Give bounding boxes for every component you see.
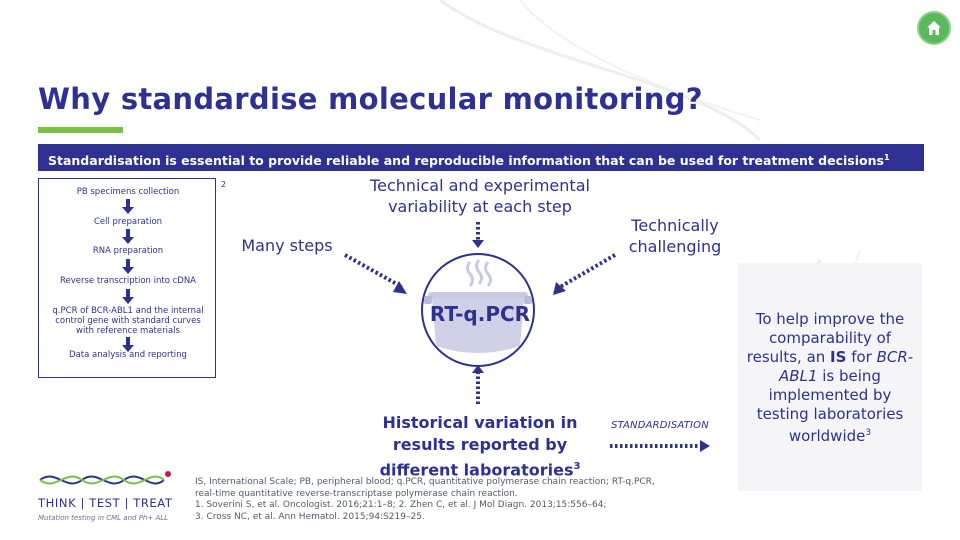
footnote-line: IS, International Scale; PB, peripheral blood; q.PCR, quantitative polymerase chain reaction; RT-q.PCR,	[195, 477, 655, 487]
step-cell-preparation: Cell preparation	[93, 217, 163, 227]
step-reverse-transcription: Reverse transcription into cDNA	[59, 276, 196, 286]
step-arrow-icon	[122, 289, 134, 305]
step-arrow-icon	[122, 259, 134, 275]
many-steps-text: Many steps	[241, 236, 333, 255]
step-arrow-icon	[122, 199, 134, 215]
arrow-from-top	[472, 222, 484, 248]
side-text-part1: To help improve the comparability of results, an	[746, 310, 905, 366]
key-message-banner	[38, 144, 924, 171]
workflow-steps-box	[38, 178, 216, 378]
rtqpcr-label: RT-q.PCR	[429, 302, 531, 326]
title-underline	[38, 127, 123, 133]
side-text-is: IS	[830, 348, 847, 366]
historical-line-2: results reported by	[392, 435, 568, 454]
historical-line-1: Historical variation in	[382, 413, 578, 432]
standardisation-arrow	[610, 440, 710, 452]
side-text-part3: is being implemented by testing laboratories worldwide	[756, 367, 904, 445]
footnote-line: 3. Cross NC, et al. Ann Hematol. 2015;94:S219–25.	[195, 511, 425, 522]
historical-line-3: different laboratories	[379, 460, 574, 480]
arrow-from-left	[345, 255, 407, 294]
page-title: Why standardise molecular monitoring?	[38, 82, 703, 116]
step-qpcr: q.PCR of BCR-ABL1 and the internal control gene with standard curves with reference materials	[52, 306, 204, 336]
home-button[interactable]	[917, 11, 951, 45]
technically-challenging-text: Technically challenging	[628, 216, 722, 256]
footnotes	[195, 477, 735, 523]
step-data-analysis: Data analysis and reporting	[69, 350, 187, 360]
logo-subtitle: Mutation testing in CML and Ph+ ALL	[38, 514, 169, 522]
footnote-line: 1. Soverini S, et al. Oncologist. 2016;21:1–8; 2. Zhen C, et al. J Mol Diagn. 2013;15:556–64;	[195, 500, 607, 510]
standardisation-label: STANDARDISATION	[611, 420, 709, 431]
banner-text: Standardisation is essential to provide reliable and reproducible information that can be used for treatment decisions	[48, 153, 884, 169]
technical-variability-text: Technical and experimental variability at each step	[370, 176, 590, 216]
logo-text: THINK | TEST | TREAT	[38, 496, 173, 510]
footnote-line: real-time quantitative reverse-transcriptase polymerase chain reaction.	[195, 488, 518, 499]
steps-ref: 2	[221, 180, 227, 189]
side-text-ref: 3	[865, 428, 872, 438]
historical-ref: 3	[573, 461, 581, 472]
step-rna-preparation: RNA preparation	[92, 246, 164, 256]
step-arrow-icon	[122, 229, 134, 245]
side-text-gene: BCR-ABL1	[779, 348, 914, 385]
home-icon	[925, 19, 943, 37]
historical-variation-text	[365, 412, 595, 481]
side-text-part2: for	[846, 348, 877, 366]
step-pb-collection: PB specimens collection	[76, 187, 180, 197]
arrow-from-right	[553, 255, 615, 295]
banner-ref: 1	[883, 153, 890, 162]
side-panel-text	[742, 310, 918, 446]
arrow-from-bottom	[472, 365, 484, 404]
